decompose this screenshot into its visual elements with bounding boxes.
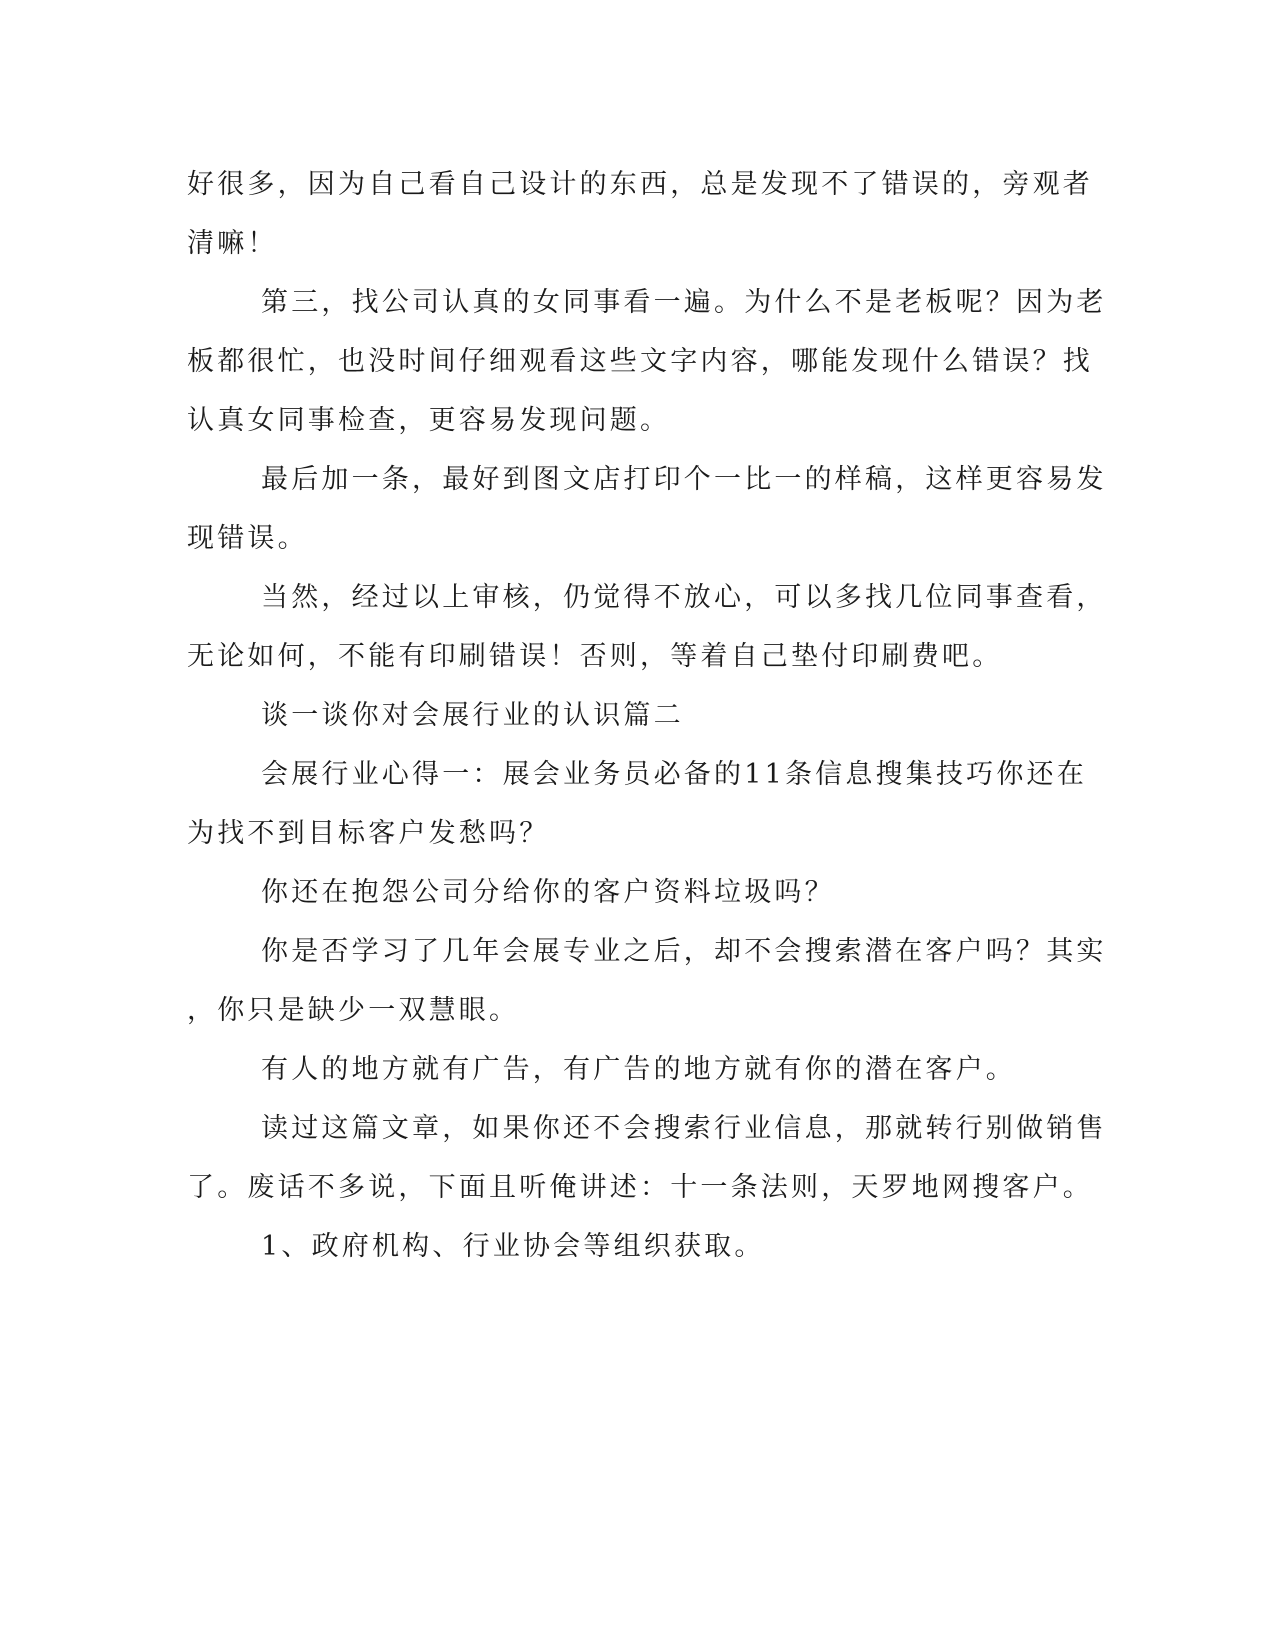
text-line: 你还在抱怨公司分给你的客户资料垃圾吗？: [261, 877, 835, 908]
text-line: 认真女同事检查，更容易发现问题。: [187, 405, 671, 436]
list-item: 1、政府机构、行业协会等组织获取。: [261, 1231, 765, 1262]
text-line: 当然，经过以上审核，仍觉得不放心，可以多找几位同事查看，: [261, 582, 1107, 613]
text-line: 第三，找公司认真的女同事看一遍。为什么不是老板呢？因为老: [261, 287, 1107, 318]
text-line: 无论如何，不能有印刷错误！否则，等着自己垫付印刷费吧。: [187, 641, 1003, 672]
text-line: 了。废话不多说，下面且听俺讲述：十一条法则，天罗地网搜客户。: [187, 1172, 1093, 1203]
text-line: 好很多，因为自己看自己设计的东西，总是发现不了错误的，旁观者: [187, 169, 1093, 200]
text-line: 读过这篇文章，如果你还不会搜索行业信息，那就转行别做销售: [261, 1113, 1107, 1144]
text-line: 你是否学习了几年会展专业之后，却不会搜索潜在客户吗？其实: [261, 936, 1107, 967]
text-line: 最后加一条，最好到图文店打印个一比一的样稿，这样更容易发: [261, 464, 1107, 495]
section-heading: 谈一谈你对会展行业的认识篇二: [261, 700, 684, 731]
text-line: 现错误。: [187, 523, 308, 554]
text-line: 会展行业心得一：展会业务员必备的11条信息搜集技巧你还在: [261, 759, 1087, 790]
text-line: 板都很忙，也没时间仔细观看这些文字内容，哪能发现什么错误？找: [187, 346, 1093, 377]
text-line: 为找不到目标客户发愁吗？: [187, 818, 550, 849]
text-line: 清嘛！: [187, 228, 278, 259]
text-line: 有人的地方就有广告，有广告的地方就有你的潜在客户。: [261, 1054, 1016, 1085]
text-line: ，你只是缺少一双慧眼。: [187, 995, 520, 1026]
